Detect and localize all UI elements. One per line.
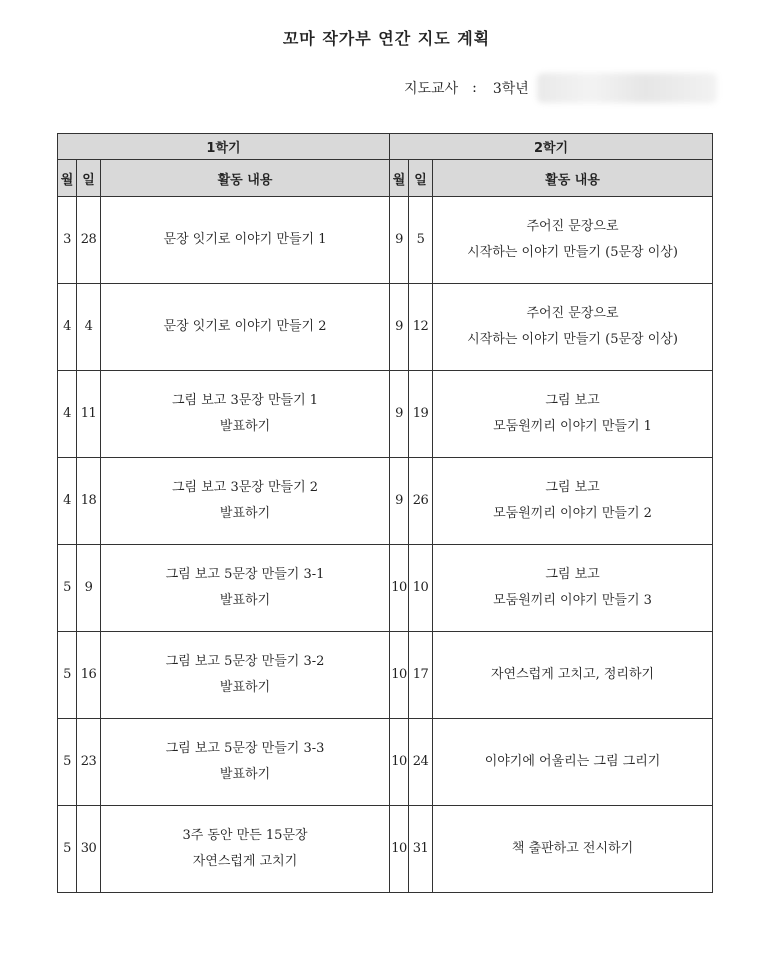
activity-cell: 이야기에 어울리는 그림 그리기 xyxy=(433,719,713,806)
day-cell: 4 xyxy=(77,284,101,371)
table-row xyxy=(58,632,713,719)
annual-plan-table xyxy=(57,133,713,893)
table-row xyxy=(58,371,713,458)
activity-cell: 그림 보고 모둠원끼리 이야기 만들기 2 xyxy=(433,458,713,545)
month-cell: 4 xyxy=(58,371,77,458)
month-cell: 10 xyxy=(390,545,409,632)
activity-cell: 주어진 문장으로 시작하는 이야기 만들기 (5문장 이상) xyxy=(433,197,713,284)
day-cell: 17 xyxy=(409,632,433,719)
col-month-1: 월 xyxy=(58,160,77,197)
col-day-2: 일 xyxy=(409,160,433,197)
day-cell: 23 xyxy=(77,719,101,806)
activity-cell: 3주 동안 만든 15문장 자연스럽게 고치기 xyxy=(101,806,390,893)
col-month-2: 월 xyxy=(390,160,409,197)
day-cell: 26 xyxy=(409,458,433,545)
activity-cell: 그림 보고 3문장 만들기 2 발표하기 xyxy=(101,458,390,545)
month-cell: 5 xyxy=(58,632,77,719)
day-cell: 30 xyxy=(77,806,101,893)
col-activity-1: 활동 내용 xyxy=(101,160,390,197)
table-row xyxy=(58,284,713,371)
day-cell: 16 xyxy=(77,632,101,719)
month-cell: 5 xyxy=(58,719,77,806)
month-cell: 3 xyxy=(58,197,77,284)
activity-cell: 그림 보고 5문장 만들기 3-1 발표하기 xyxy=(101,545,390,632)
table-row xyxy=(58,197,713,284)
activity-cell: 문장 잇기로 이야기 만들기 1 xyxy=(101,197,390,284)
day-cell: 28 xyxy=(77,197,101,284)
day-cell: 10 xyxy=(409,545,433,632)
activity-cell: 그림 보고 5문장 만들기 3-2 발표하기 xyxy=(101,632,390,719)
month-cell: 4 xyxy=(58,458,77,545)
teacher-info xyxy=(404,74,734,102)
activity-cell: 문장 잇기로 이야기 만들기 2 xyxy=(101,284,390,371)
activity-cell: 그림 보고 3문장 만들기 1 발표하기 xyxy=(101,371,390,458)
month-cell: 9 xyxy=(390,458,409,545)
activity-cell: 그림 보고 모둠원끼리 이야기 만들기 3 xyxy=(433,545,713,632)
month-cell: 5 xyxy=(58,806,77,893)
day-cell: 18 xyxy=(77,458,101,545)
teacher-label: 지도교사 xyxy=(404,81,459,97)
activity-cell: 그림 보고 5문장 만들기 3-3 발표하기 xyxy=(101,719,390,806)
month-cell: 9 xyxy=(390,197,409,284)
activity-cell: 주어진 문장으로 시작하는 이야기 만들기 (5문장 이상) xyxy=(433,284,713,371)
day-cell: 12 xyxy=(409,284,433,371)
month-cell: 10 xyxy=(390,719,409,806)
month-cell: 4 xyxy=(58,284,77,371)
activity-cell: 책 출판하고 전시하기 xyxy=(433,806,713,893)
teacher-colon: : xyxy=(472,80,477,96)
month-cell: 10 xyxy=(390,632,409,719)
day-cell: 31 xyxy=(409,806,433,893)
day-cell: 9 xyxy=(77,545,101,632)
col-day-1: 일 xyxy=(77,160,101,197)
redacted-teacher-name xyxy=(537,73,717,103)
activity-cell: 그림 보고 모둠원끼리 이야기 만들기 1 xyxy=(433,371,713,458)
table-row xyxy=(58,545,713,632)
semester2-header: 2학기 xyxy=(390,134,713,160)
month-cell: 5 xyxy=(58,545,77,632)
day-cell: 24 xyxy=(409,719,433,806)
month-cell: 10 xyxy=(390,806,409,893)
teacher-grade: 3학년 xyxy=(492,81,529,97)
day-cell: 11 xyxy=(77,371,101,458)
page-title: 꼬마 작가부 연간 지도 계획 xyxy=(282,29,491,48)
day-cell: 5 xyxy=(409,197,433,284)
col-activity-2: 활동 내용 xyxy=(433,160,713,197)
semester1-header: 1학기 xyxy=(58,134,390,160)
day-cell: 19 xyxy=(409,371,433,458)
table-row xyxy=(58,806,713,893)
table-row xyxy=(58,719,713,806)
activity-cell: 자연스럽게 고치고, 정리하기 xyxy=(433,632,713,719)
table-row xyxy=(58,458,713,545)
month-cell: 9 xyxy=(390,284,409,371)
month-cell: 9 xyxy=(390,371,409,458)
